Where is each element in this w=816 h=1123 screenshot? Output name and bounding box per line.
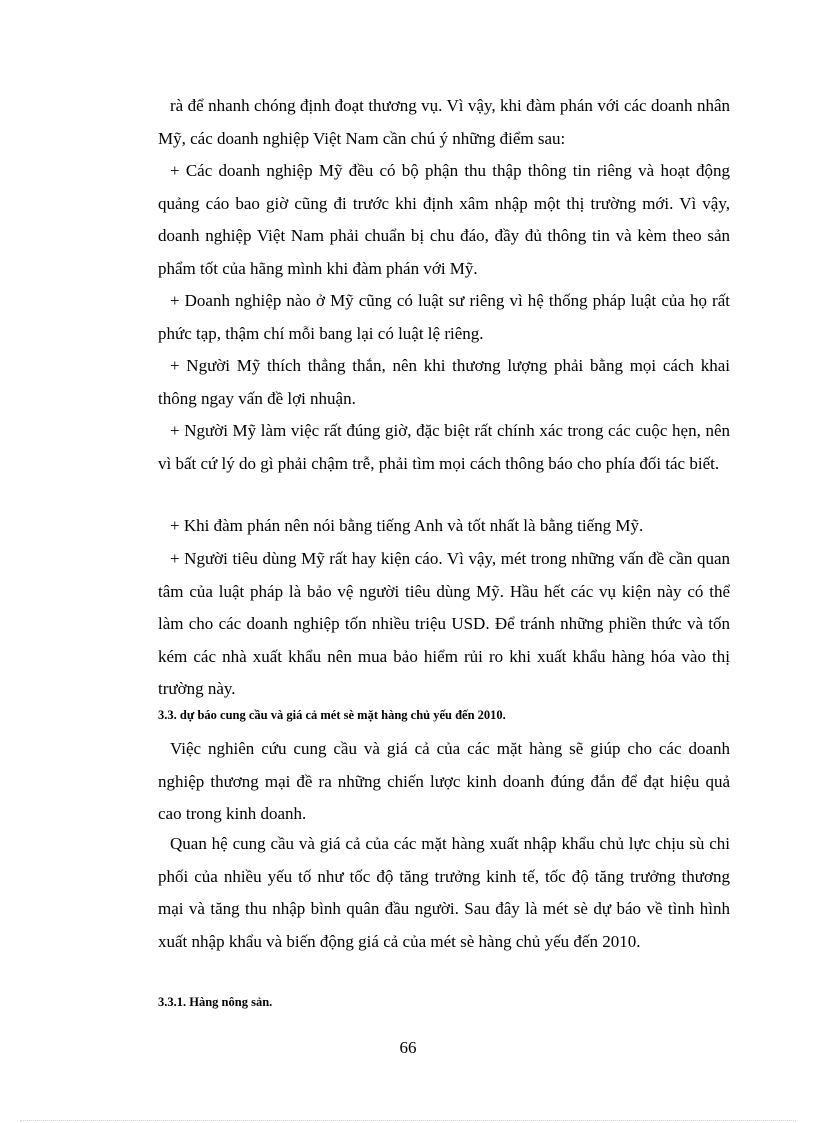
paragraph-point-6: + Người tiêu dùng Mỹ rất hay kiện cáo. Vì vậy, mét trong những vấn đề cần quan tâm của luật pháp là bảo vệ người tiêu dùng Mỹ. Hầu hết các vụ kiện này có thể làm cho các doanh nghiệp tốn nhiều triệu USD. Để tránh những phiền thức và tốn kém các nhà xuất khẩu nên mua bảo hiểm rủi ro khi xuất khẩu hàng hóa vào thị trường này. bbox=[158, 549, 730, 698]
paragraph-relationship: Quan hệ cung cầu và giá cả của các mặt hàng xuất nhập khẩu chủ lực chịu sù chi phối của nhiều yếu tố như tốc độ tăng trưởng kinh tế, tốc độ tăng trưởng thương mại và tăng thu nhập bình quân đầu người. Sau đây là mét sè dự báo về tình hình xuất nhập khẩu và biến động giá cả của mét sè hàng chủ yếu đến 2010. bbox=[158, 834, 730, 951]
paragraph-intro: rà để nhanh chóng định đoạt thương vụ. Vì vậy, khi đàm phán với các doanh nhân Mỹ, các doanh nghiệp Việt Nam cần chú ý những điểm sau: bbox=[158, 96, 730, 148]
paragraph-point-5: + Khi đàm phán nên nói bằng tiếng Anh và tốt nhất là bằng tiếng Mỹ. bbox=[170, 516, 644, 535]
section-heading-3-3: 3.3. dự báo cung cầu và giá cả mét sè mặt hàng chủ yếu đến 2010. bbox=[158, 708, 506, 722]
paragraph-point-2: + Doanh nghiệp nào ở Mỹ cũng có luật sư riêng vì hệ thống pháp luật của họ rất phức tạp, thậm chí mỗi bang lại có luật lệ riêng. bbox=[158, 291, 730, 343]
page-number: 66 bbox=[399, 1038, 417, 1057]
paragraph-point-4: + Người Mỹ làm việc rất đúng giờ, đặc biệt rất chính xác trong các cuộc hẹn, nên vì bất cứ lý do gì phải chậm trễ, phải tìm mọi cách thông báo cho phía đối tác biết. bbox=[158, 421, 730, 473]
section-heading-3-3-1: 3.3.1. Hàng nông sản. bbox=[158, 995, 273, 1009]
paragraph-supply-demand: Việc nghiên cứu cung cầu và giá cả của các mặt hàng sẽ giúp cho các doanh nghiệp thương mại đề ra những chiến lược kinh doanh đúng đắn để đạt hiệu quả cao trong kinh doanh. bbox=[158, 739, 730, 823]
paragraph-point-1: + Các doanh nghiệp Mỹ đều có bộ phận thu thập thông tin riêng và hoạt động quảng cáo bao giờ cũng đi trước khi định xâm nhập một thị trường mới. Vì vậy, doanh nghiệp Việt Nam phải chuẩn bị chu đáo, đầy đủ thông tin và kèm theo sản phẩm tốt của hãng mình khi đàm phán với Mỹ. bbox=[158, 161, 730, 278]
page-border-divider bbox=[20, 1120, 796, 1121]
paragraph-point-3: + Người Mỹ thích thẳng thắn, nên khi thương lượng phải bằng mọi cách khai thông ngay vấn đề lợi nhuận. bbox=[158, 356, 730, 408]
